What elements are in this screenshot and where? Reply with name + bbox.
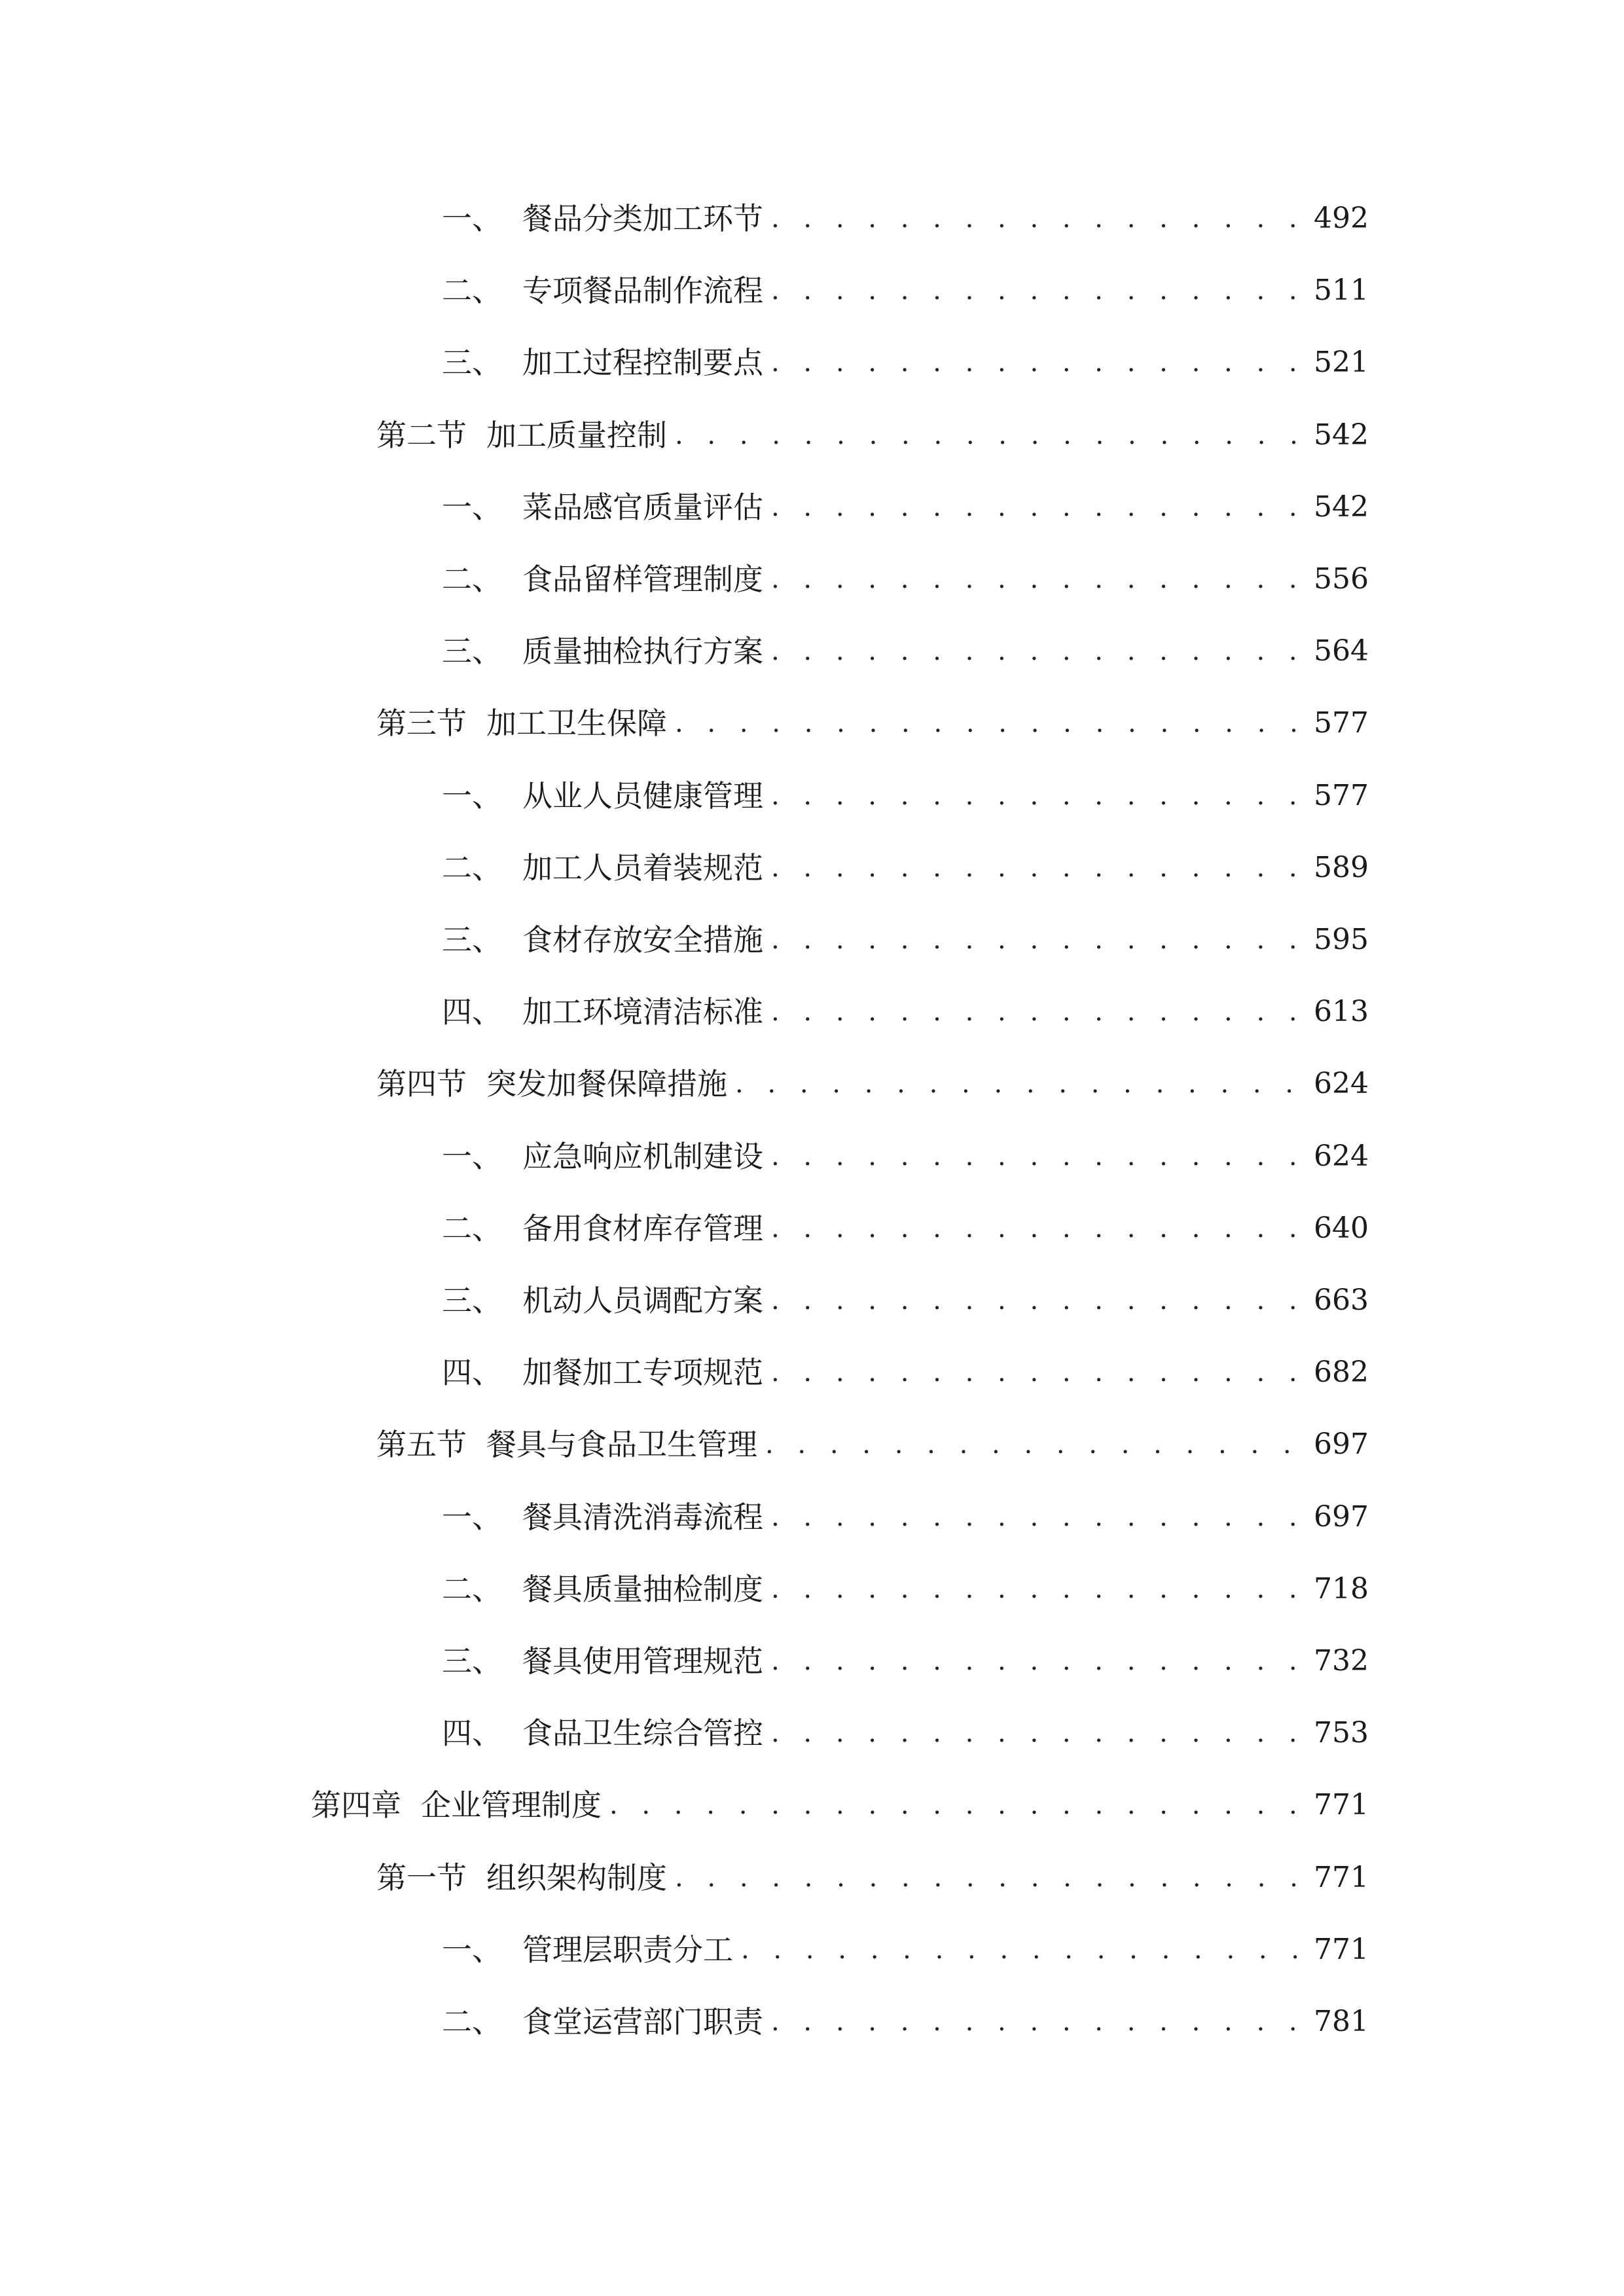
toc-dot-leader	[771, 630, 1306, 672]
toc-entry-number: 四、	[442, 1715, 502, 1751]
toc-dot-leader	[771, 1496, 1306, 1538]
toc-entry-title: 管理层职责分工	[522, 1932, 733, 1967]
toc-entry-page: 697	[1314, 1427, 1369, 1461]
toc-entry-title: 食品留样管理制度	[522, 562, 763, 597]
toc-entry-7[interactable]	[376, 702, 1369, 744]
toc-entry-title: 质量抽检执行方案	[522, 634, 763, 669]
toc-dot-leader	[771, 775, 1306, 817]
toc-dot-leader	[741, 1929, 1306, 1971]
toc-entry-15[interactable]	[442, 1280, 1369, 1321]
toc-dot-leader	[675, 702, 1306, 744]
toc-entry-page: 521	[1314, 346, 1369, 379]
toc-entry-title: 突发加餐保障措施	[486, 1066, 727, 1102]
toc-entry-number: 三、	[442, 922, 502, 958]
toc-entry-page: 771	[1314, 1861, 1369, 1894]
toc-entry-page: 718	[1314, 1572, 1369, 1605]
toc-entry-number: 一、	[442, 778, 502, 814]
toc-entry-number: 二、	[442, 562, 502, 597]
toc-entry-17[interactable]	[376, 1424, 1369, 1465]
toc-entry-24[interactable]	[442, 1929, 1369, 1971]
toc-entry-title: 加工环境清洁标准	[522, 994, 763, 1030]
toc-entry-page: 577	[1314, 779, 1369, 812]
toc-dot-leader	[609, 1784, 1306, 1826]
toc-entry-page: 732	[1314, 1644, 1369, 1677]
toc-entry-title: 机动人员调配方案	[522, 1283, 763, 1318]
toc-dot-leader	[771, 270, 1306, 312]
toc-entry-16[interactable]	[442, 1352, 1369, 1393]
toc-entry-page: 556	[1314, 562, 1369, 596]
toc-entry-1[interactable]	[442, 270, 1369, 312]
toc-entry-19[interactable]	[442, 1568, 1369, 1610]
toc-dot-leader	[771, 342, 1306, 384]
toc-entry-number: 二、	[442, 2004, 502, 2039]
toc-entry-page: 682	[1314, 1355, 1369, 1389]
toc-entry-12[interactable]	[376, 1063, 1369, 1105]
toc-entry-title: 食材存放安全措施	[522, 922, 763, 958]
toc-entry-title: 加工人员着装规范	[522, 850, 763, 886]
toc-entry-title: 餐具清洗消毒流程	[522, 1499, 763, 1535]
toc-dot-leader	[771, 991, 1306, 1033]
toc-entry-number: 二、	[442, 850, 502, 886]
toc-entry-3[interactable]	[376, 414, 1369, 456]
toc-entry-title: 加工卫生保障	[486, 706, 667, 741]
toc-entry-5[interactable]	[442, 558, 1369, 600]
toc-entry-number: 第四章	[311, 1787, 401, 1823]
toc-dot-leader	[675, 1857, 1306, 1899]
toc-dot-leader	[771, 847, 1306, 889]
toc-dot-leader	[771, 486, 1306, 528]
toc-entry-number: 一、	[442, 201, 502, 236]
toc-entry-page: 781	[1314, 2005, 1369, 2038]
toc-dot-leader	[771, 1640, 1306, 1682]
toc-entry-13[interactable]	[442, 1136, 1369, 1177]
toc-entry-number: 二、	[442, 1571, 502, 1607]
toc-entry-page: 542	[1314, 418, 1369, 452]
toc-dot-leader	[765, 1424, 1306, 1465]
toc-entry-number: 一、	[442, 1499, 502, 1535]
toc-entry-25[interactable]	[442, 2001, 1369, 2043]
toc-entry-page: 511	[1314, 274, 1369, 307]
toc-entry-page: 589	[1314, 851, 1369, 884]
toc-entry-14[interactable]	[442, 1208, 1369, 1249]
toc-entry-page: 624	[1314, 1067, 1369, 1100]
toc-dot-leader	[771, 558, 1306, 600]
toc-entry-number: 第三节	[376, 706, 467, 741]
toc-dot-leader	[675, 414, 1306, 456]
toc-entry-page: 771	[1314, 1933, 1369, 1966]
toc-entry-page: 640	[1314, 1211, 1369, 1245]
toc-entry-page: 771	[1314, 1788, 1369, 1821]
toc-entry-4[interactable]	[442, 486, 1369, 528]
toc-entry-number: 二、	[442, 1211, 502, 1246]
toc-entry-title: 餐具使用管理规范	[522, 1643, 763, 1679]
toc-entry-page: 753	[1314, 1716, 1369, 1749]
toc-entry-title: 加餐加工专项规范	[522, 1355, 763, 1390]
toc-dot-leader	[771, 1280, 1306, 1321]
toc-entry-23[interactable]	[376, 1857, 1369, 1899]
toc-entry-title: 食品卫生综合管控	[522, 1715, 763, 1751]
toc-entry-number: 一、	[442, 1932, 502, 1967]
toc-entry-title: 菜品感官质量评估	[522, 490, 763, 525]
toc-entry-20[interactable]	[442, 1640, 1369, 1682]
toc-entry-page: 613	[1314, 995, 1369, 1028]
toc-dot-leader	[771, 919, 1306, 961]
toc-entry-title: 企业管理制度	[421, 1787, 602, 1823]
toc-dot-leader	[771, 1208, 1306, 1249]
toc-entry-number: 第一节	[376, 1860, 467, 1895]
toc-dot-leader	[771, 2001, 1306, 2043]
toc-dot-leader	[735, 1063, 1306, 1105]
toc-entry-title: 食堂运营部门职责	[522, 2004, 763, 2039]
toc-entry-18[interactable]	[442, 1496, 1369, 1538]
toc-entry-22[interactable]	[311, 1784, 1369, 1826]
toc-entry-number: 三、	[442, 1283, 502, 1318]
toc-entry-number: 第二节	[376, 418, 467, 453]
toc-entry-title: 组织架构制度	[486, 1860, 667, 1895]
toc-entry-page: 663	[1314, 1283, 1369, 1317]
toc-entry-number: 二、	[442, 273, 502, 308]
toc-entry-title: 应急响应机制建设	[522, 1139, 763, 1174]
toc-entry-number: 三、	[442, 345, 502, 380]
toc-entry-8[interactable]	[442, 775, 1369, 817]
toc-dot-leader	[771, 1568, 1306, 1610]
toc-entry-number: 一、	[442, 1139, 502, 1174]
toc-entry-number: 一、	[442, 490, 502, 525]
toc-entry-10[interactable]	[442, 919, 1369, 961]
toc-entry-page: 697	[1314, 1500, 1369, 1534]
toc-entry-title: 专项餐品制作流程	[522, 273, 763, 308]
toc-entry-title: 加工质量控制	[486, 418, 667, 453]
toc-entry-page: 492	[1314, 202, 1369, 235]
toc-entry-number: 第四节	[376, 1066, 467, 1102]
toc-entry-6[interactable]	[442, 630, 1369, 672]
toc-entry-number: 三、	[442, 634, 502, 669]
toc-entry-9[interactable]	[442, 847, 1369, 889]
toc-entry-page: 542	[1314, 490, 1369, 524]
toc-entry-page: 595	[1314, 923, 1369, 956]
toc-entry-number: 第五节	[376, 1427, 467, 1462]
toc-entry-2[interactable]	[442, 342, 1369, 384]
toc-entry-number: 四、	[442, 1355, 502, 1390]
toc-entry-page: 624	[1314, 1139, 1369, 1173]
toc-dot-leader	[771, 1352, 1306, 1393]
toc-entry-21[interactable]	[442, 1712, 1369, 1754]
toc-entry-title: 餐具与食品卫生管理	[486, 1427, 757, 1462]
toc-entry-title: 加工过程控制要点	[522, 345, 763, 380]
toc-entry-number: 四、	[442, 994, 502, 1030]
toc-dot-leader	[771, 198, 1306, 240]
toc-entry-title: 备用食材库存管理	[522, 1211, 763, 1246]
toc-dot-leader	[771, 1712, 1306, 1754]
toc-dot-leader	[771, 1136, 1306, 1177]
toc-entry-title: 餐品分类加工环节	[522, 201, 763, 236]
toc-entry-title: 从业人员健康管理	[522, 778, 763, 814]
toc-entry-page: 564	[1314, 634, 1369, 668]
toc-entry-title: 餐具质量抽检制度	[522, 1571, 763, 1607]
toc-entry-page: 577	[1314, 706, 1369, 740]
toc-entry-0[interactable]	[442, 198, 1369, 240]
toc-entry-number: 三、	[442, 1643, 502, 1679]
toc-entry-11[interactable]	[442, 991, 1369, 1033]
